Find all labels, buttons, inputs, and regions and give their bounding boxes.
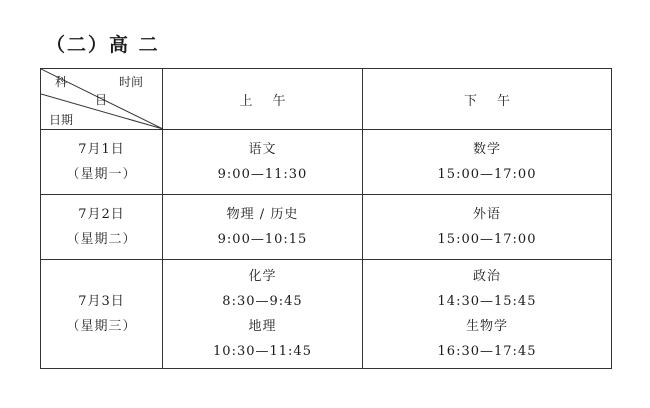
pm-cell [363,130,612,195]
date-cell [41,195,163,260]
time-text: 15:00—17:00 [437,167,537,182]
am-header: 上午 [163,69,363,130]
corner-subject-label: 科 [55,75,68,89]
subject-text: 数学 [472,142,501,157]
weekday-text: （星期一） [66,167,137,182]
date-cell [41,130,163,195]
pm-header: 下午 [363,69,612,130]
weekday-text: （星期二） [66,232,137,247]
time-text: 16:30—17:45 [437,344,537,359]
date-text: 7月1日 [78,142,125,157]
date-cell [41,260,163,369]
table-row [41,195,612,260]
time-text: 8:30—9:45 [222,294,303,309]
section-heading: （二）高 二 [46,34,160,56]
am-cell [163,195,363,260]
weekday-text: （星期三） [66,319,137,334]
subject-text: 语文 [248,142,277,157]
time-text: 14:30—15:45 [437,294,537,309]
table-row [41,260,612,369]
diagonal-header-cell [41,69,163,130]
time-text: 10:30—11:45 [213,344,312,359]
subject-text: 物理 / 历史 [226,207,299,222]
corner-time-label: 时间 [119,75,144,89]
time-text: 15:00—17:00 [437,232,537,247]
corner-mu-label: 目 [95,93,108,107]
table-row [41,130,612,195]
header-row [41,69,612,130]
subject-text: 地理 [248,319,277,334]
subject-text: 外语 [472,207,501,222]
subject-text: 化学 [248,269,277,284]
pm-cell [363,260,612,369]
corner-date-label: 日期 [49,113,74,127]
subject-text: 生物学 [465,319,508,334]
pm-cell [363,195,612,260]
date-text: 7月2日 [78,207,125,222]
time-text: 9:00—10:15 [217,232,308,247]
time-text: 9:00—11:30 [217,167,308,182]
date-text: 7月3日 [78,294,125,309]
am-cell [163,130,363,195]
subject-text: 政治 [472,269,501,284]
exam-schedule-table [40,68,612,369]
am-cell [163,260,363,369]
